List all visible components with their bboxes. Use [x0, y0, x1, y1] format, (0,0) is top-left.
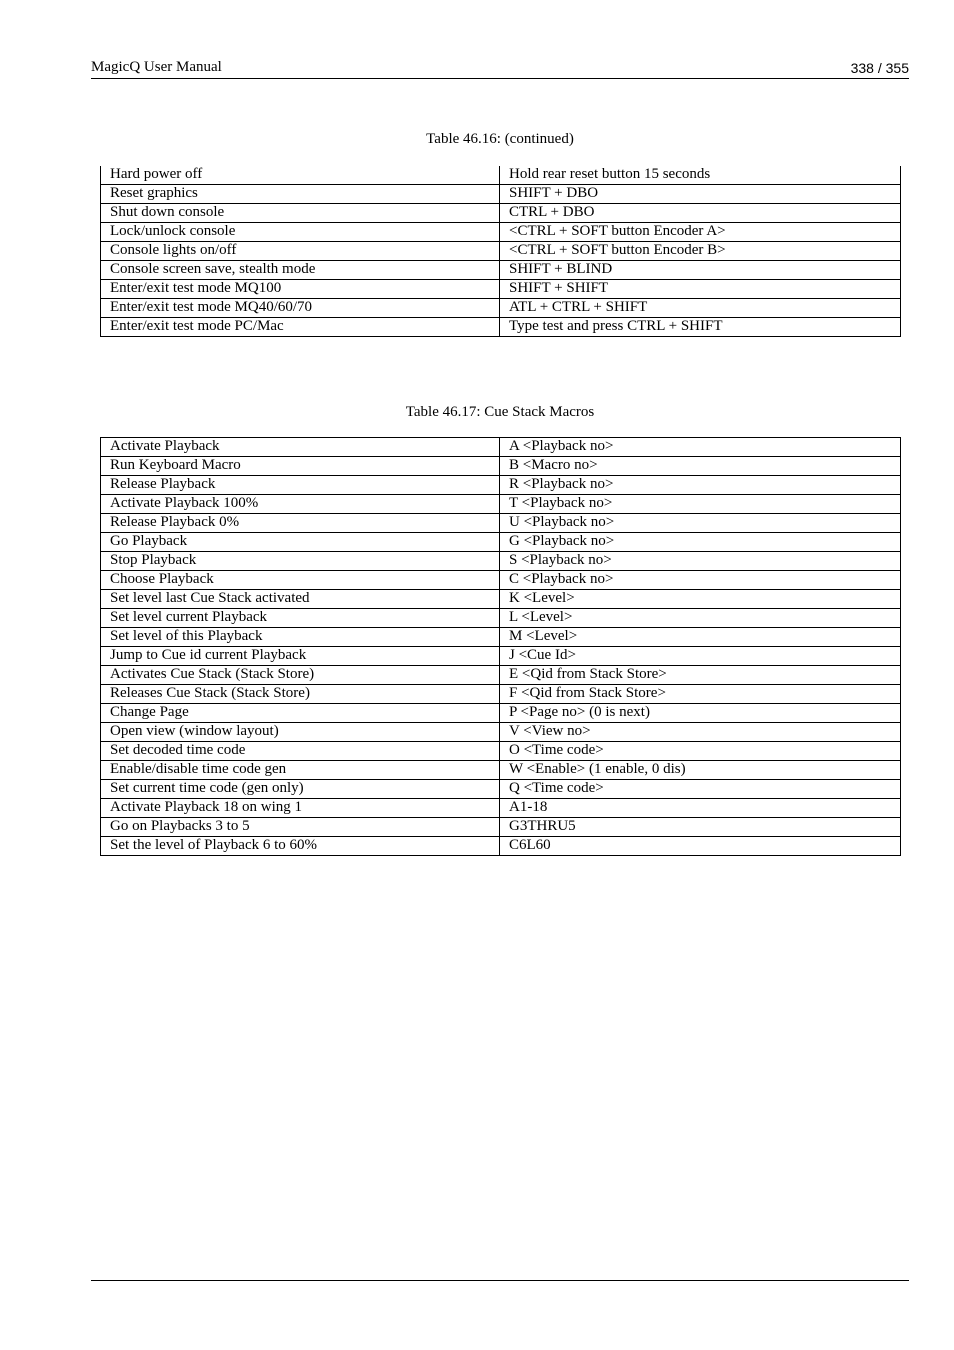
table-row: [101, 761, 901, 780]
function-cell: Hard power off: [101, 166, 500, 185]
function-cell: Shut down console: [101, 204, 500, 223]
table-row: [101, 799, 901, 818]
shortcut-cell: ATL + CTRL + SHIFT: [500, 299, 901, 318]
table-row: [101, 457, 901, 476]
table-row: [101, 166, 901, 185]
table-caption-continued: Table 46.16: (continued): [426, 131, 574, 147]
shortcut-cell: G <Playback no>: [500, 533, 901, 552]
shortcut-cell: C <Playback no>: [500, 571, 901, 590]
function-cell: Jump to Cue id current Playback: [101, 647, 500, 666]
function-cell: Set level current Playback: [101, 609, 500, 628]
table-caption-cue-stack-macros: Table 46.17: Cue Stack Macros: [405, 404, 595, 420]
function-cell: Go on Playbacks 3 to 5: [101, 818, 500, 837]
table-row: [101, 647, 901, 666]
shortcut-cell: V <View no>: [500, 723, 901, 742]
shortcut-table-continued: [100, 166, 901, 337]
table-row: [101, 280, 901, 299]
table-row: [101, 223, 901, 242]
function-cell: Releases Cue Stack (Stack Store): [101, 685, 500, 704]
function-cell: Set decoded time code: [101, 742, 500, 761]
table-row: [101, 685, 901, 704]
function-cell: Stop Playback: [101, 552, 500, 571]
table-row: [101, 261, 901, 280]
function-cell: Reset graphics: [101, 185, 500, 204]
function-cell: Choose Playback: [101, 571, 500, 590]
shortcut-cell: W <Enable> (1 enable, 0 dis): [500, 761, 901, 780]
table-row: [101, 666, 901, 685]
shortcut-cell: L <Level>: [500, 609, 901, 628]
function-cell: Release Playback 0%: [101, 514, 500, 533]
shortcut-cell: A <Playback no>: [500, 438, 901, 457]
table-row: [101, 318, 901, 337]
table-row: [101, 609, 901, 628]
table-row: [101, 837, 901, 856]
shortcut-cell: U <Playback no>: [500, 514, 901, 533]
cue-stack-macros-table: [100, 437, 901, 856]
function-cell: Activate Playback 18 on wing 1: [101, 799, 500, 818]
shortcut-cell: CTRL + DBO: [500, 204, 901, 223]
shortcut-cell: K <Level>: [500, 590, 901, 609]
shortcut-cell: Type test and press CTRL + SHIFT: [500, 318, 901, 337]
function-cell: Activate Playback 100%: [101, 495, 500, 514]
function-cell: Change Page: [101, 704, 500, 723]
table-row: [101, 495, 901, 514]
shortcut-cell: P <Page no> (0 is next): [500, 704, 901, 723]
function-cell: Set level of this Playback: [101, 628, 500, 647]
function-cell: Console lights on/off: [101, 242, 500, 261]
shortcut-cell: J <Cue Id>: [500, 647, 901, 666]
function-cell: Set level last Cue Stack activated: [101, 590, 500, 609]
shortcut-cell: B <Macro no>: [500, 457, 901, 476]
function-cell: Release Playback: [101, 476, 500, 495]
shortcut-cell: SHIFT + DBO: [500, 185, 901, 204]
function-cell: Activates Cue Stack (Stack Store): [101, 666, 500, 685]
table-row: [101, 723, 901, 742]
shortcut-cell: C6L60: [500, 837, 901, 856]
function-cell: Lock/unlock console: [101, 223, 500, 242]
function-cell: Open view (window layout): [101, 723, 500, 742]
table-row: [101, 571, 901, 590]
function-cell: Set current time code (gen only): [101, 780, 500, 799]
function-cell: Enter/exit test mode MQ100: [101, 280, 500, 299]
table-row: [101, 514, 901, 533]
table-row: [101, 242, 901, 261]
function-cell: Enable/disable time code gen: [101, 761, 500, 780]
table-row: [101, 742, 901, 761]
table-row: [101, 818, 901, 837]
function-cell: Go Playback: [101, 533, 500, 552]
function-cell: Console screen save, stealth mode: [101, 261, 500, 280]
shortcut-cell: T <Playback no>: [500, 495, 901, 514]
function-cell: Enter/exit test mode MQ40/60/70: [101, 299, 500, 318]
function-cell: Enter/exit test mode PC/Mac: [101, 318, 500, 337]
footer-rule: [91, 1280, 909, 1281]
shortcut-cell: M <Level>: [500, 628, 901, 647]
shortcut-cell: Q <Time code>: [500, 780, 901, 799]
shortcut-cell: E <Qid from Stack Store>: [500, 666, 901, 685]
shortcut-cell: S <Playback no>: [500, 552, 901, 571]
page-number: 338 / 355: [850, 60, 909, 76]
shortcut-cell: R <Playback no>: [500, 476, 901, 495]
table-row: [101, 299, 901, 318]
shortcut-cell: A1-18: [500, 799, 901, 818]
document-title: MagicQ User Manual: [91, 59, 222, 75]
table-row: [101, 476, 901, 495]
shortcut-cell: F <Qid from Stack Store>: [500, 685, 901, 704]
shortcut-cell: SHIFT + SHIFT: [500, 280, 901, 299]
table-row: [101, 780, 901, 799]
table-row: [101, 204, 901, 223]
shortcut-cell: <CTRL + SOFT button Encoder A>: [500, 223, 901, 242]
table-row: [101, 185, 901, 204]
table-row: [101, 438, 901, 457]
table-row: [101, 704, 901, 723]
table-row: [101, 552, 901, 571]
shortcut-cell: SHIFT + BLIND: [500, 261, 901, 280]
table-row: [101, 533, 901, 552]
shortcut-cell: Hold rear reset button 15 seconds: [500, 166, 901, 185]
function-cell: Activate Playback: [101, 438, 500, 457]
shortcut-cell: <CTRL + SOFT button Encoder B>: [500, 242, 901, 261]
function-cell: Run Keyboard Macro: [101, 457, 500, 476]
shortcut-cell: G3THRU5: [500, 818, 901, 837]
page-header: [91, 58, 909, 79]
function-cell: Set the level of Playback 6 to 60%: [101, 837, 500, 856]
table-row: [101, 628, 901, 647]
shortcut-cell: O <Time code>: [500, 742, 901, 761]
table-row: [101, 590, 901, 609]
